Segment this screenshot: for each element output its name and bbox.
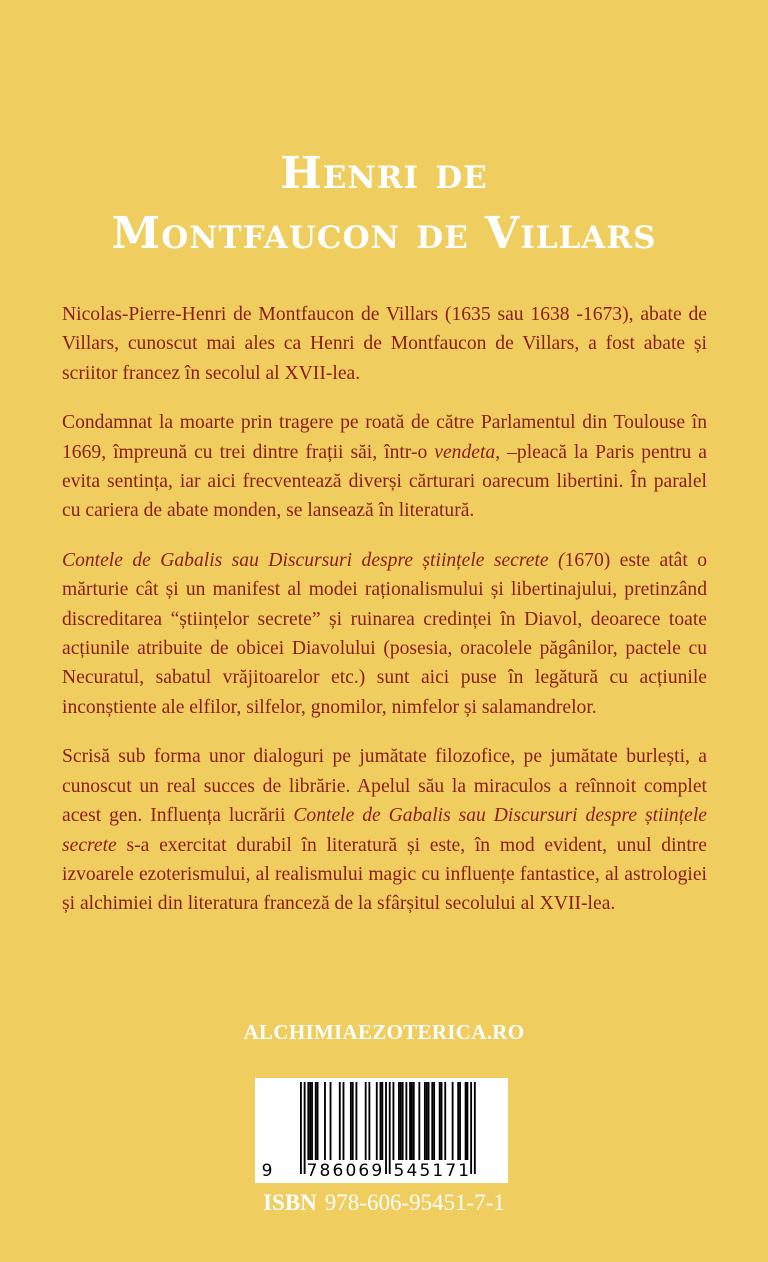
barcode-bar [309,1082,311,1160]
barcode-bar [470,1082,472,1174]
barcode-bar [389,1082,391,1174]
barcode-bar [393,1082,395,1160]
text: Scrisă sub forma unor dialoguri pe jumătate filozofice, pe jumătate burlești, a cunoscut un real succes de librărie. Apelul său la miraculos a reînnoit complet acest gen. Influența lucrării [62,746,707,827]
barcode-bar [459,1082,461,1160]
barcode-bar [398,1082,400,1160]
isbn-number: 978-606-95451-7-1 [324,1190,505,1215]
barcode-bar [343,1082,345,1160]
barcode-bar [439,1082,441,1160]
barcode-digit: 5 [393,1161,405,1181]
barcode-bar [413,1082,415,1160]
barcode-bar [352,1082,354,1160]
text: s-a exercitat durabil în literatură și este, în mod evident, unul dintre izvoarele ezoterismului, al realismului magic cu influențe fantastice, al astrologiei și alchimiei din literatura franceză de la sfârșitul secolului al XVII-lea. [62,834,707,915]
barcode-digit: 9 [261,1161,273,1181]
barcode-digit: 6 [358,1161,370,1181]
barcode-bar [424,1082,426,1160]
italic-text: vendeta [434,441,496,463]
barcode-bar [418,1082,420,1160]
barcode-bar [409,1082,411,1160]
author-title-line-1: Henri de [280,148,488,199]
barcode-bar [441,1082,443,1160]
barcode [255,1078,508,1183]
publisher-website: ALCHIMIAEZOTERICA.RO [243,1020,525,1044]
barcode-bar [380,1082,382,1160]
barcode-digit: 7 [306,1161,318,1181]
barcode-bar [433,1082,435,1160]
paragraph-2 [62,408,707,526]
barcode-bar [444,1082,446,1160]
barcode-bar [350,1082,352,1160]
barcode-bar [465,1082,467,1160]
barcode-digit: 0 [345,1161,357,1181]
barcode-bar [368,1082,370,1160]
text: Condamnat la moarte prin tragere pe roată de către Parlamentul din Toulouse în 1669, împreună cu trei dintre frații săi, într-o [62,412,707,463]
barcode-digit: 4 [406,1161,418,1181]
isbn-label: ISBN [263,1190,317,1215]
text: 1670) este atât o mărturie cât și un manifest al modei raționalismului și libertinajului, pretinzând discreditarea “științelor secrete” și ruinarea credinței în Diavol, deoarece toate acțiunile atribuite de obicei Diavolului (posesia, oracolele păgânilor, pactele cu Necuratul, sabatul vrăjitoarelor etc.) sunt aici puse în legătură cu acțiunile inconștiente ale elfilor, silfelor, gnomilor, nimfelor și salamandrelor. [62,549,707,718]
barcode-digit: 8 [319,1161,331,1181]
barcode-bar [356,1082,358,1160]
barcode-digit: 5 [419,1161,431,1181]
barcode-bar [426,1082,428,1160]
description-text [62,300,707,939]
barcode-bar [317,1082,319,1160]
book-title: Contele de Gabalis sau Discursuri despre științele secrete [62,805,708,856]
barcode-bar [307,1082,309,1160]
barcode-bar [431,1082,433,1160]
barcode-bar [304,1082,306,1174]
barcode-digit: 1 [432,1161,444,1181]
barcode-bar [402,1082,404,1160]
barcode-bar [324,1082,326,1160]
barcode-bar [365,1082,367,1160]
barcode-bar [315,1082,317,1160]
barcode-bar [385,1082,387,1174]
paragraph-4 [62,742,707,918]
barcode-digit: 9 [371,1161,383,1181]
barcode-bar [428,1082,430,1160]
barcode-bar [311,1082,313,1160]
author-title-line-2: Montfaucon de Villars [111,208,657,259]
barcode-bar [339,1082,341,1160]
paragraph-1: Nicolas-Pierre-Henri de Montfaucon de Villars (1635 sau 1638 -1673), abate de Villars, cunoscut mai ales ca Henri de Montfaucon de Villars, a fost abate și scriitor francez în secolul al XVII-lea. [62,304,707,384]
barcode-bars [255,1078,508,1183]
barcode-digit: 1 [458,1161,470,1181]
barcode-bar [411,1082,413,1160]
paragraph-3 [62,546,707,722]
text: , –pleacă la Paris pentru a evita sentința, iar aici frecventează diverși cărturari oarecum libertini. În paralel cu cariera de abate monden, se lansează în literatură. [62,441,708,522]
barcode-bar [467,1082,469,1160]
barcode-bar [376,1082,378,1160]
barcode-bar [300,1082,302,1174]
barcode-bar [405,1082,407,1160]
barcode-bar [400,1082,402,1160]
barcode-bar [330,1082,332,1160]
isbn [0,1190,768,1216]
barcode-digit: 6 [332,1161,344,1181]
barcode-digit: 7 [445,1161,457,1181]
barcode-bar [381,1082,383,1160]
barcode-bar [452,1082,454,1160]
book-title: Contele de Gabalis sau Discursuri despre științele secrete ( [62,549,565,571]
barcode-bar [474,1082,476,1174]
barcode-bar [457,1082,459,1160]
